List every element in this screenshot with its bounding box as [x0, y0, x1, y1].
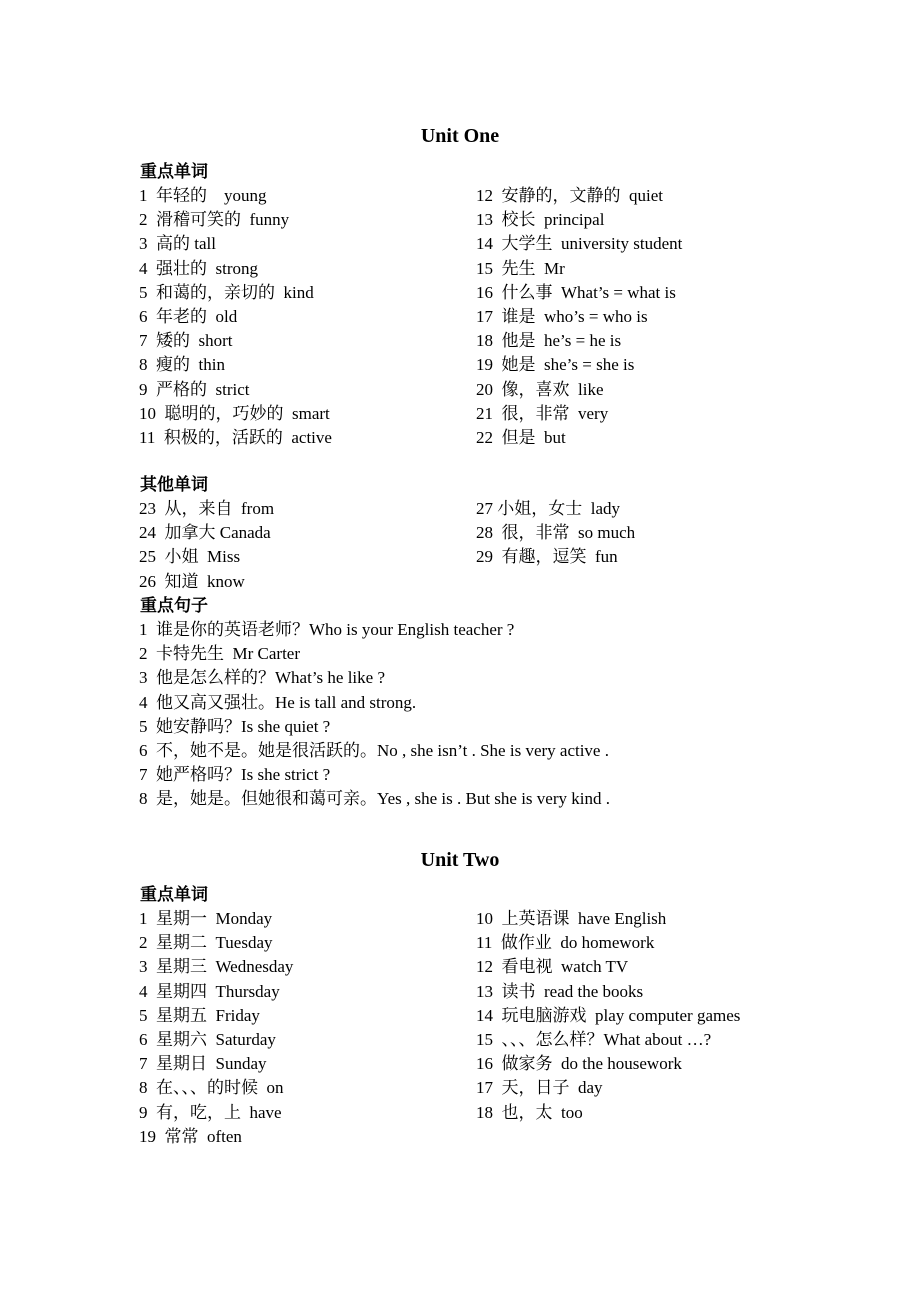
vocab-item: 5 星期五 Friday — [139, 1005, 260, 1025]
vocab-item: 12 看电视 watch TV — [476, 957, 629, 977]
vocab-item: 18 他是 he’s = he is — [476, 331, 622, 351]
sentence-item: 3 他是怎么样的？What’s he like ? — [139, 668, 385, 688]
vocab-item: 25 小姐 Miss — [139, 547, 241, 567]
vocab-item: 15 先生 Mr — [476, 258, 565, 278]
vocab-item: 6 年老的 old — [139, 306, 238, 326]
vocab-item: 19 她是 she’s = she is — [476, 355, 635, 375]
vocab-item: 3 星期三 Wednesday — [139, 957, 294, 977]
vocab-item: 9 有，吃，上 have — [139, 1102, 282, 1122]
vocab-item: 4 强壮的 strong — [139, 258, 258, 278]
vocab-item: 7 星期日 Sunday — [139, 1054, 267, 1074]
vocab-item: 2 滑稽可笑的 funny — [139, 210, 290, 230]
unit-two-title: Unit Two — [420, 849, 500, 871]
vocab-item: 16 做家务 do the housework — [476, 1054, 682, 1074]
unit-one-key-words-heading: 重点单词 — [140, 162, 208, 182]
unit-one-other-words-heading: 其他单词 — [140, 475, 208, 495]
unit-two-key-words-heading: 重点单词 — [140, 885, 208, 905]
vocab-item: 6 星期六 Saturday — [139, 1029, 276, 1049]
vocab-item: 29 有趣，逗笑 fun — [476, 547, 618, 567]
vocab-item: 13 校长 principal — [476, 210, 605, 230]
sentence-item: 7 她严格吗？Is she strict ? — [139, 765, 331, 785]
vocab-item: 26 知道 know — [139, 571, 245, 591]
vocab-item: 22 但是 but — [476, 427, 566, 447]
vocab-item: 10 聪明的，巧妙的 smart — [139, 403, 330, 423]
vocab-item: 19 常常 often — [139, 1126, 242, 1146]
vocab-item: 24 加拿大 Canada — [139, 523, 271, 543]
unit-one-other-words-right-list — [476, 497, 635, 570]
vocab-item: 1 星期一 Monday — [139, 909, 273, 928]
vocab-item: 7 矮的 short — [139, 331, 233, 351]
vocab-item: 14 玩电脑游戏 play computer games — [476, 1005, 741, 1025]
unit-one-sentences-list — [139, 618, 610, 812]
vocab-item: 20 像，喜欢 like — [476, 379, 604, 399]
vocab-item: 8 瘦的 thin — [139, 355, 225, 375]
vocab-item: 14 大学生 university student — [476, 234, 683, 254]
vocab-item: 21 很，非常 very — [476, 403, 609, 423]
unit-one-sentences-heading: 重点句子 — [140, 596, 208, 616]
sentence-item: 1 谁是你的英语老师？Who is your English teacher ? — [139, 620, 515, 639]
unit-one-title: Unit One — [420, 125, 500, 147]
vocab-item: 2 星期二 Tuesday — [139, 933, 273, 953]
vocab-item: 8 在、、、的时候 on — [139, 1078, 284, 1098]
vocab-item: 18 也，太 too — [476, 1102, 583, 1122]
vocab-item: 10 上英语课 have English — [476, 909, 667, 928]
unit-one-other-words-left-list — [139, 497, 274, 594]
sentence-item: 2 卡特先生 Mr Carter — [139, 644, 301, 664]
vocab-item: 11 做作业 do homework — [476, 933, 655, 953]
sentence-item: 5 她安静吗？Is she quiet ? — [139, 716, 331, 736]
vocab-item: 5 和蔼的，亲切的 kind — [139, 282, 314, 302]
vocab-item: 13 读书 read the books — [476, 981, 644, 1001]
sentence-item: 6 不，她不是。她是很活跃的。No , she isn’t . She is very active . — [139, 740, 609, 760]
vocab-item: 12 安静的，文静的 quiet — [476, 186, 663, 205]
vocab-item: 15 、、、怎么样？What about …? — [476, 1029, 712, 1049]
unit-one-key-words-left-list — [139, 184, 332, 450]
vocab-item: 16 什么事 What’s = what is — [476, 282, 676, 302]
vocab-item: 9 严格的 strict — [139, 379, 250, 399]
sentence-item: 4 他又高又强壮。He is tall and strong. — [139, 692, 417, 712]
vocab-item: 3 高的 tall — [139, 234, 216, 254]
unit-two-key-words-right-list — [476, 907, 740, 1125]
vocab-item: 28 很，非常 so much — [476, 523, 636, 543]
vocab-item: 11 积极的，活跃的 active — [139, 427, 332, 447]
vocab-item: 4 星期四 Thursday — [139, 981, 280, 1001]
vocab-item: 17 谁是 who’s = who is — [476, 306, 648, 326]
sentence-item: 8 是，她是。但她很和蔼可亲。Yes , she is . But she is very kind . — [139, 789, 610, 809]
vocab-item: 1 年轻的 young — [139, 186, 267, 205]
vocab-item: 27 小姐，女士 lady — [476, 499, 621, 518]
unit-one-key-words-right-list — [476, 184, 682, 450]
vocab-item: 23 从，来自 from — [139, 499, 275, 518]
unit-two-key-words-left-list — [139, 907, 293, 1149]
vocab-item: 17 天，日子 day — [476, 1078, 603, 1098]
